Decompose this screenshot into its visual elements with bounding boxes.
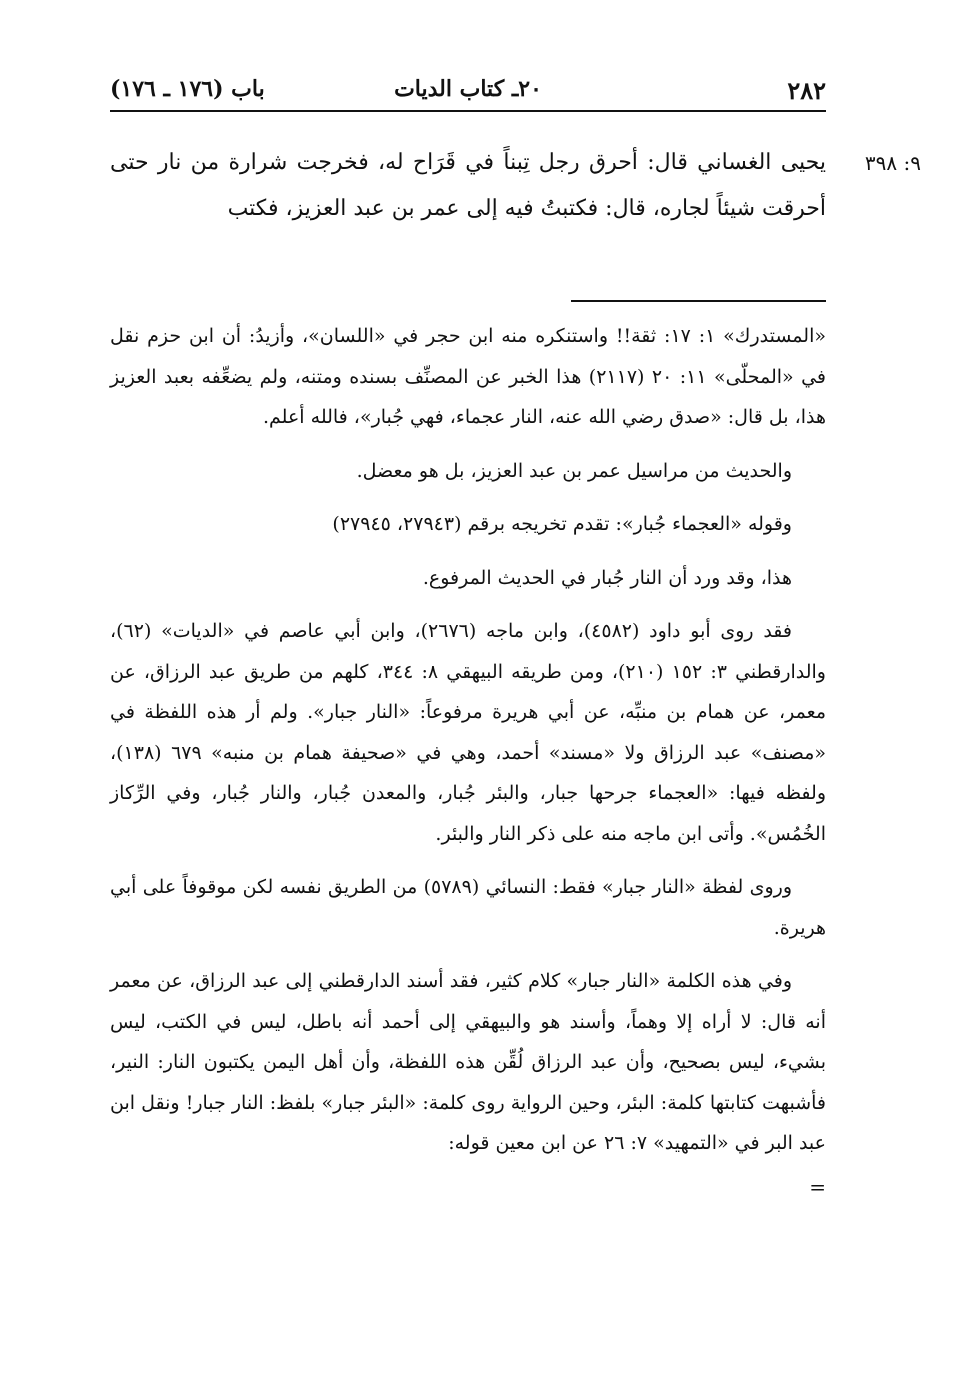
footnote-paragraph: وفي هذه الكلمة «النار جبار» كلام كثير، فقد أسند الدارقطني إلى عبد الرزاق، عن معمر أنه قال: لا أراه إلا وهماً، وأسند هو والبيهقي إلى أحمد أنه باطل، ليس في الكتب، ليس بشيء، ليس بصحيح، وأن عبد الرزاق لُقِّن هذه اللفظة، وأن أهل اليمن يكتبون النار: النير، فأشبهت كتابتها كلمة: البئر، وحين الرواية روى كلمة: «البئر جبار» بلفظ: النار جبار! ونقل ابن عبد البر في «التمهيد» ٧: ٢٦ عن ابن معين قوله: (110, 970, 826, 1154)
footnote-paragraph: وروى لفظة «النار جبار» فقط: النسائي (٥٧٨٩) من الطريق نفسه لكن موقوفاً على أبي هريرة. (110, 876, 826, 939)
main-paragraph: يحيى الغساني قال: أحرق رجل تِبناً في قَرَاح له، فخرجت شرارة من نار حتى أحرقت شيئاً لجاره، قال: فكتبتُ فيه إلى عمر بن عبد العزيز، فكتب (110, 150, 826, 221)
footnote-paragraph: فقد روى أبو داود (٤٥٨٢)، وابن ماجه (٢٦٧٦)، وابن أبي عاصم في «الديات» (٦٢)، والدارقطني ٣: ١٥٢ (٢١٠)، ومن طريقه البيهقي ٨: ٣٤٤، كلهم من طريق عبد الرزاق، عن معمر، عن همام بن منبِّه، عن أبي هريرة مرفوعاً: «النار جبار». ولم أر هذه اللفظة في «مصنف» عبد الرزاق ولا «مسند» أحمد، وهي في «صحيفة همام بن منبه» ٦٧٩ (١٣٨)، ولفظه فيها: «العجماء جرحها جبار، والبئر جُبار، والمعدن جُبار، والنار جُبار، وفي الرِّكاز الخُمُس». وأتى ابن ماجه منه على ذكر النار والبئر. (110, 620, 827, 845)
footnote-paragraph: والحديث من مراسيل عمر بن عبد العزيز، بل هو معضل. (356, 459, 792, 482)
chapter-title: باب (١٧٦ ـ ١٧٦) (110, 76, 265, 102)
main-text (110, 140, 921, 232)
page-number: ٢٨٢ (787, 76, 826, 105)
book-title: ٢٠ـ كتاب الديات (394, 76, 542, 102)
footnote-paragraph: وقوله «العجماء جُبار»: تقدم تخريجه برقم (٢٧٩٤٣، ٢٧٩٤٥) (332, 513, 792, 535)
document-page (110, 70, 921, 1207)
footnote-paragraph: «المستدرك» ١: ١٧: ثقة!! واستنكره منه ابن حجر في «اللسان»، وأزيدُ: أن ابن حزم نقل في «المحلّى» ١١: ٢٠ (٢١١٧) هذا الخبر عن المصنِّف بسنده ومتنه، ولم يضعِّفه بعبد العزيز هذا، بل قال: «صدق رضي الله عنه، النار عجماء، فهي جُبار»، فالله أعلم. (110, 325, 826, 428)
continuation-mark: = (809, 1174, 826, 1199)
footnote-paragraph: هذا، وقد ورد أن النار جُبار في الحديث المرفوع. (422, 566, 792, 589)
page-header (110, 70, 826, 112)
hadith-reference: ٩: ٣٩٨ (864, 151, 921, 175)
footnotes (110, 316, 826, 1207)
footnote-separator (571, 300, 826, 302)
